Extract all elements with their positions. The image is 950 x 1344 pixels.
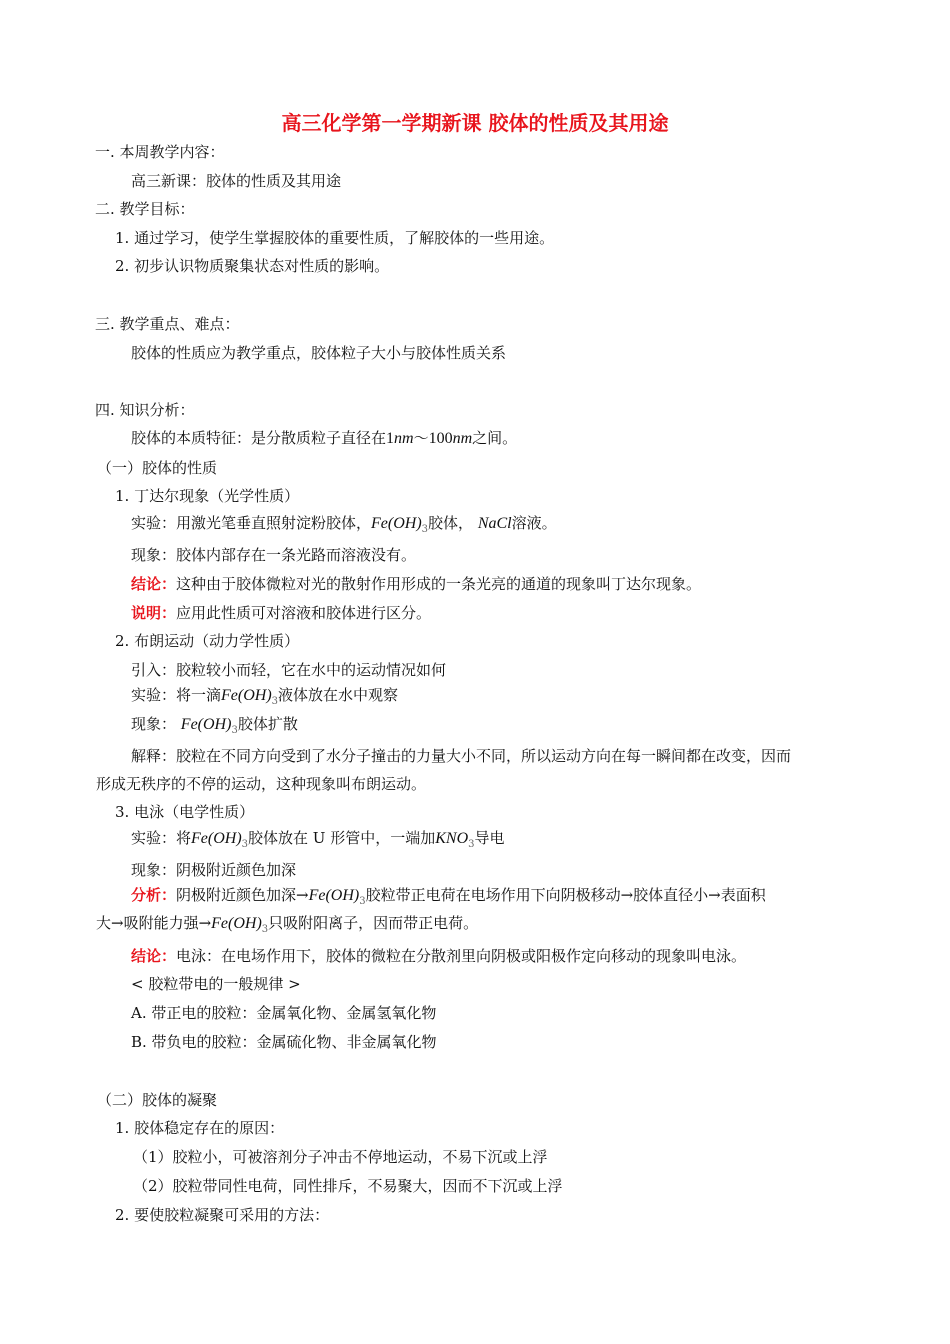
fe-oh3-formula: Fe(OH) [221,687,272,704]
electrophoresis-phenomenon: 现象：阴极附近颜色加深 [131,861,297,879]
brownian-experiment-text: 实验：将一滴 [131,686,222,704]
formula-subscript: 3 [231,725,238,736]
analysis-text: 阴极附近颜色加深→ [176,886,309,904]
brownian-intro: 引入：胶粒较小而轻，它在水中的运动情况如何 [131,661,447,679]
essential-feature-line [131,427,517,450]
formula-subscript: 3 [271,696,279,707]
analysis-text-2: 胶粒带正电荷在电场作用下向阴极移动→胶体直径小→表面积 [365,886,766,904]
tyndall-title: 1. 丁达尔现象（光学性质） [115,487,300,505]
essential-feature-text: 胶体的本质特征：是分散质粒子直径在 [131,429,387,447]
electrophoresis-analysis-2 [96,912,478,941]
tyndall-experiment-text-3: 溶液。 [511,514,557,532]
coagulation-methods-title: 2. 要使胶粒凝聚可采用的方法： [115,1206,330,1224]
section-1-heading: 一. 本周教学内容： [95,143,225,161]
electrophoresis-experiment-text-2: 胶体放在 U 形管中，一端加 [248,829,436,847]
analysis-text-3: 大→吸附能力强→ [96,914,212,932]
formula-subscript: 3 [241,839,249,850]
stability-reason-1: （1）胶粒小，可被溶剂分子冲击不停地运动，不易下沉或上浮 [133,1148,548,1166]
charge-rule-a: A. 带正电的胶粒：金属氧化物、金属氢氧化物 [131,1004,437,1022]
stability-title: 1. 胶体稳定存在的原因： [115,1119,285,1137]
page-title: 高三化学第一学期新课 胶体的性质及其用途 [281,111,669,135]
electrophoresis-experiment [131,827,505,856]
kno3-formula: KNO [435,830,469,847]
tyndall-phenomenon: 现象：胶体内部存在一条光路而溶液没有。 [131,546,417,564]
conclusion-label: 结论： [131,947,177,965]
charge-rule-heading: < 胶粒带电的一般规律 > [131,975,301,993]
conclusion-label: 结论： [131,575,177,593]
tyndall-conclusion-text: 这种由于胶体微粒对光的散射作用形成的一条光亮的通道的现象叫丁达尔现象。 [176,575,702,593]
unit-nm: nm [452,430,473,447]
electrophoresis-experiment-text: 实验：将 [131,829,192,847]
formula-subscript: 3 [359,896,366,907]
electrophoresis-conclusion [131,945,746,967]
tyndall-experiment-text: 实验：用激光笔垂直照射淀粉胶体， [131,514,372,532]
electrophoresis-experiment-text-3: 导电 [474,829,505,847]
size-min: 1 [386,430,395,447]
formula-subscript: 3 [468,839,475,850]
part-1-heading: （一）胶体的性质 [97,459,218,477]
tyndall-note [131,602,431,624]
section-1-body: 高三新课：胶体的性质及其用途 [131,172,342,190]
electrophoresis-conclusion-text: 电泳：在电场作用下，胶体的微粒在分散剂里向阴极或阳极作定向移动的现象叫电泳。 [176,947,747,965]
section-2-heading: 二. 教学目标： [95,200,195,218]
stability-reason-2: （2）胶粒带同性电荷，同性排斥，不易聚大，因而不下沉或上浮 [133,1177,563,1195]
section-3-body: 胶体的性质应为教学重点，胶体粒子大小与胶体性质关系 [131,344,507,362]
analysis-label: 分析： [131,886,177,904]
size-max: 100 [428,430,453,447]
analysis-text-4: 只吸附阳离子，因而带正电荷。 [268,914,479,932]
objective-item-2: 2. 初步认识物质聚集状态对性质的影响。 [115,257,390,275]
fe-oh3-formula: Fe(OH) [191,830,242,847]
objective-item-1: 1. 通过学习，使学生掌握胶体的重要性质，了解胶体的一些用途。 [115,229,555,247]
brownian-explanation-1: 解释：胶粒在不同方向受到了水分子撞击的力量大小不同，所以运动方向在每一瞬间都在改变，因而 [131,747,792,765]
brownian-explanation-2: 形成无秩序的不停的运动，这种现象叫布朗运动。 [96,775,427,793]
formula-subscript: 3 [421,524,429,535]
electrophoresis-title: 3. 电泳（电学性质） [115,803,255,821]
fe-oh3-formula: Fe(OH) [371,515,422,532]
range-tilde: ～ [413,429,429,447]
note-label: 说明： [131,604,177,622]
nacl-formula: NaCl [477,515,512,532]
fe-oh3-formula: Fe(OH) [308,887,360,904]
brownian-experiment-text-2: 液体放在水中观察 [278,686,399,704]
formula-subscript: 3 [261,924,269,935]
part-2-heading: （二）胶体的凝聚 [97,1091,218,1109]
essential-feature-end: 之间。 [472,429,518,447]
section-3-heading: 三. 教学重点、难点： [95,315,240,333]
tyndall-experiment [131,512,557,541]
brownian-phenomenon-text-2: 胶体扩散 [237,715,298,733]
tyndall-experiment-text-2: 胶体， [428,514,474,532]
section-4-heading: 四. 知识分析： [95,401,195,419]
brownian-phenomenon [131,713,298,742]
brownian-experiment [131,684,398,713]
electrophoresis-analysis-1 [131,884,766,913]
fe-oh3-formula: Fe(OH) [180,716,232,733]
brownian-title: 2. 布朗运动（动力学性质） [115,632,300,650]
tyndall-note-text: 应用此性质可对溶液和胶体进行区分。 [176,604,432,622]
brownian-phenomenon-text: 现象： [131,715,177,733]
unit-nm: nm [394,430,414,447]
charge-rule-b: B. 带负电的胶粒：金属硫化物、非金属氧化物 [131,1033,437,1051]
tyndall-conclusion [131,573,701,595]
fe-oh3-formula: Fe(OH) [211,915,262,932]
